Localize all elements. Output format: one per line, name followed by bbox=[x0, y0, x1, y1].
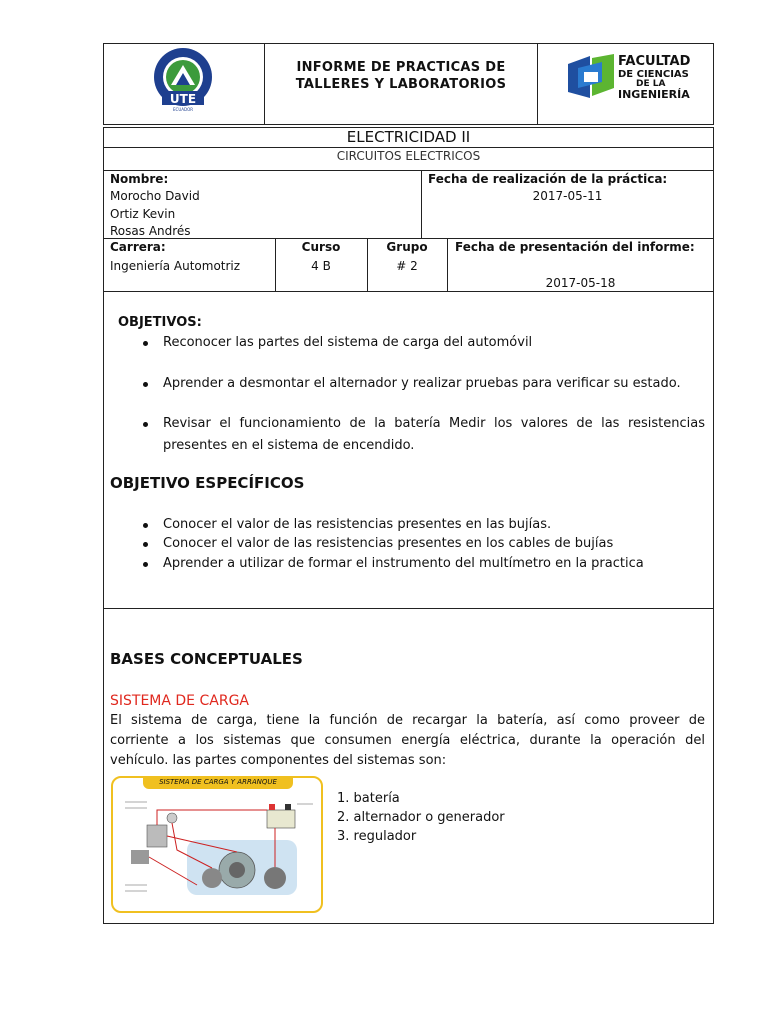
faculty-logo bbox=[566, 52, 696, 104]
faculty-line3: DE LA bbox=[636, 79, 666, 89]
university-logo-text: UTE bbox=[169, 92, 197, 106]
student-name: Morocho David bbox=[110, 189, 200, 203]
faculty-line2: DE CIENCIAS bbox=[618, 69, 689, 80]
charging-system-diagram-icon bbox=[117, 790, 319, 910]
university-logo-sub: ECUADOR bbox=[173, 107, 193, 112]
specific-objective-item: Conocer el valor de las resistencias presentes en las bujías. bbox=[163, 517, 552, 532]
objectives-heading: OBJETIVOS: bbox=[118, 315, 202, 330]
objective-item-continuation: presentes en el sistema de encendido. bbox=[163, 438, 415, 453]
bullet bbox=[143, 523, 148, 528]
student-name: Rosas Andrés bbox=[110, 224, 191, 238]
specific-objectives-heading: OBJETIVO ESPECÍFICOS bbox=[110, 474, 305, 492]
course-value: 4 B bbox=[311, 259, 331, 273]
presentation-date-value: 2017-05-18 bbox=[545, 276, 616, 290]
student-name: Ortiz Kevin bbox=[110, 207, 176, 221]
faculty-emblem-icon bbox=[566, 52, 616, 102]
bases-heading: BASES CONCEPTUALES bbox=[110, 650, 303, 668]
part-item: 3. regulador bbox=[337, 829, 417, 844]
course-label: Curso bbox=[301, 240, 341, 254]
report-title-line1: INFORME DE PRACTICAS DE bbox=[296, 60, 506, 75]
practice-date-label: Fecha de realización de la práctica: bbox=[428, 172, 668, 186]
name-label: Nombre: bbox=[110, 172, 169, 186]
faculty-line4: INGENIERÍA bbox=[618, 88, 690, 101]
bullet bbox=[143, 382, 148, 387]
practice-date-value: 2017-05-11 bbox=[532, 189, 603, 203]
specific-objective-item: Conocer el valor de las resistencias presentes en los cables de bujías bbox=[163, 536, 614, 551]
group-value: # 2 bbox=[396, 259, 418, 273]
career-value: Ingeniería Automotriz bbox=[110, 259, 241, 273]
header-divider bbox=[537, 43, 538, 125]
topic-title: CIRCUITOS ELECTRICOS bbox=[336, 149, 481, 163]
bullet bbox=[143, 341, 148, 346]
objective-item: Revisar el funcionamiento de la batería Medir los valores de las resistencias bbox=[163, 416, 705, 431]
paragraph-line: corriente a los sistemas que consumen energía eléctrica, durante la operación del bbox=[110, 733, 705, 748]
charging-system-figure bbox=[111, 776, 323, 913]
university-logo bbox=[146, 47, 220, 113]
paragraph-line: El sistema de carga, tiene la función de recargar la batería, así como proveer de bbox=[110, 713, 705, 728]
subject-title: ELECTRICIDAD II bbox=[346, 128, 471, 146]
specific-objective-item: Aprender a utilizar de formar el instrumento del multímetro en la practica bbox=[163, 556, 644, 571]
presentation-date-label: Fecha de presentación del informe: bbox=[455, 240, 695, 254]
system-subheading: SISTEMA DE CARGA bbox=[110, 693, 249, 709]
bullet bbox=[143, 542, 148, 547]
faculty-line1: FACULTAD bbox=[618, 54, 691, 69]
career-label: Carrera: bbox=[110, 240, 166, 254]
bullet bbox=[143, 422, 148, 427]
figure-title: SISTEMA DE CARGA Y ARRANQUE bbox=[159, 778, 277, 786]
objective-item: Aprender a desmontar el alternador y realizar pruebas para verificar su estado. bbox=[163, 376, 681, 391]
objective-item: Reconocer las partes del sistema de carga del automóvil bbox=[163, 335, 533, 350]
paragraph-line: vehículo. las partes componentes del sistemas son: bbox=[110, 753, 447, 768]
group-label: Grupo bbox=[386, 240, 428, 254]
bullet bbox=[143, 562, 148, 567]
part-item: 2. alternador o generador bbox=[337, 810, 505, 825]
part-item: 1. batería bbox=[337, 791, 400, 806]
report-title-line2: TALLERES Y LABORATORIOS bbox=[295, 77, 507, 92]
